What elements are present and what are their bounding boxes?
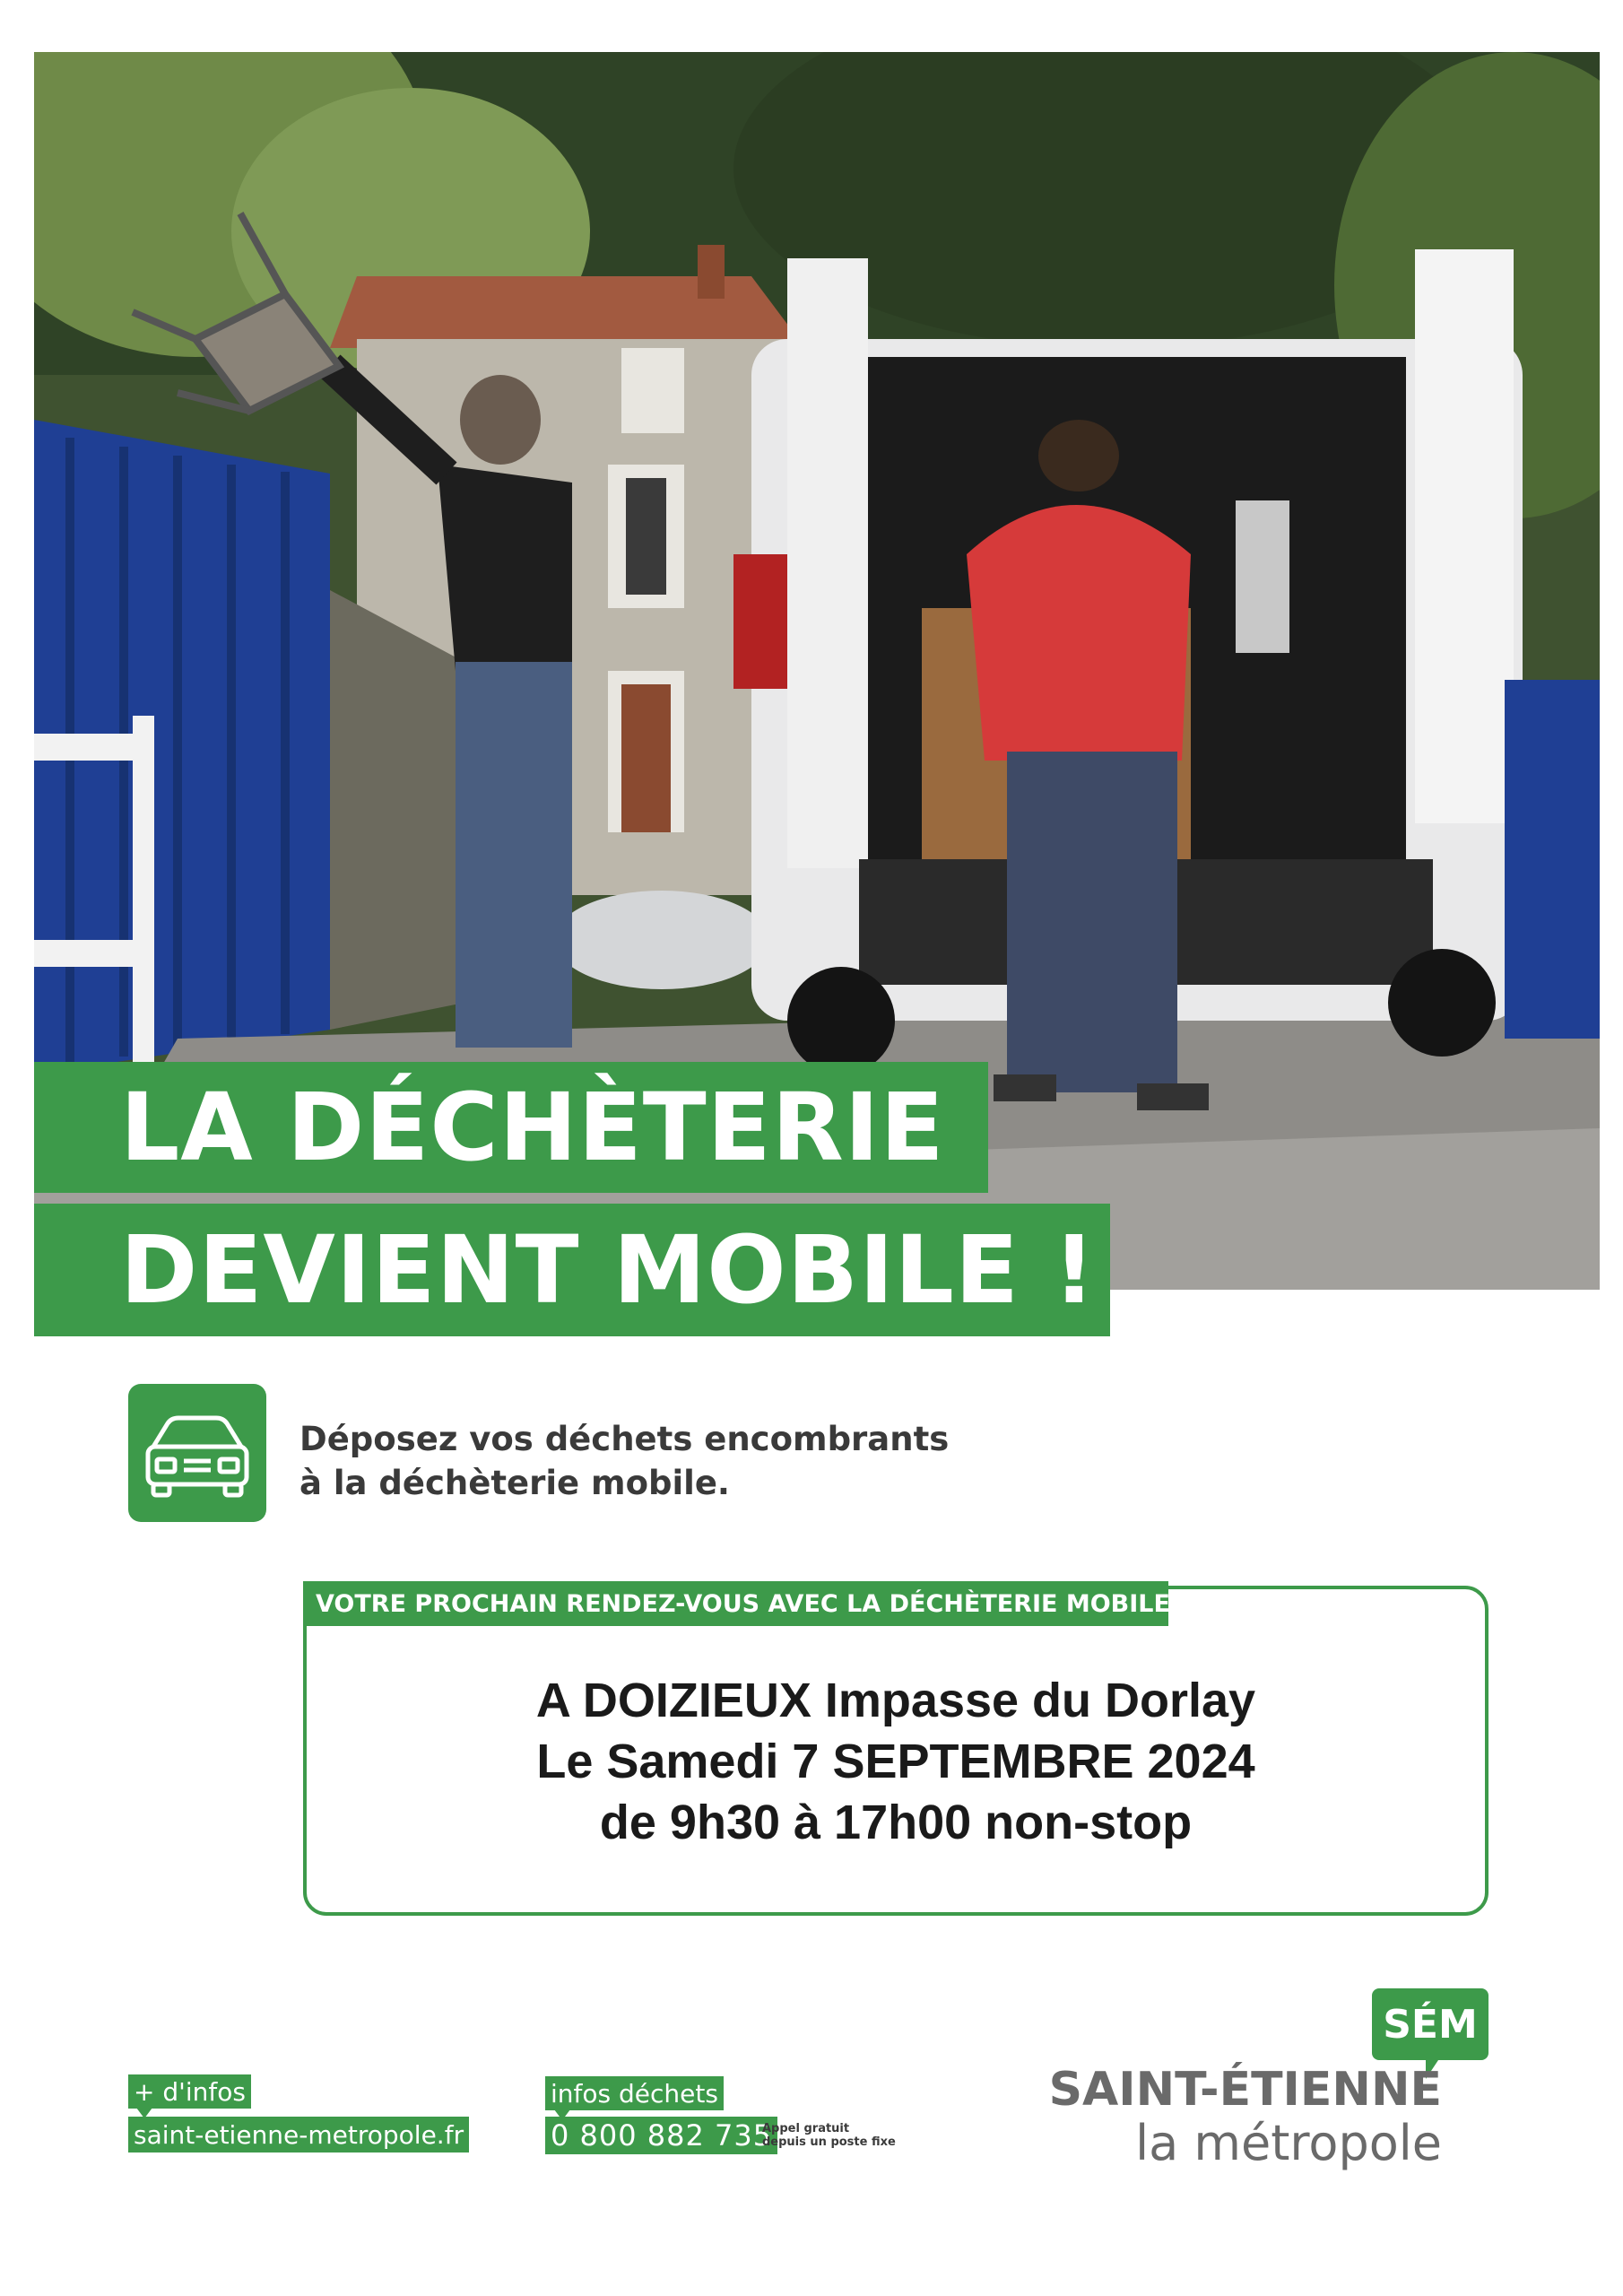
intro-line-2: à la déchèterie mobile.: [299, 1464, 730, 1502]
appointment-details: [303, 1670, 1488, 1853]
phone-number[interactable]: 0 800 882 735: [545, 2117, 777, 2154]
more-info-label: + d'infos: [128, 2074, 251, 2109]
phone-note-line-1: Appel gratuit: [762, 2122, 850, 2135]
logo-badge: SÉM: [1372, 1988, 1488, 2060]
intro-line-1: Déposez vos déchets encombrants: [299, 1420, 950, 1458]
waste-info-label: infos déchets: [545, 2076, 724, 2110]
logo-subtitle: la métropole: [1135, 2115, 1442, 2171]
title-line-2: DEVIENT MOBILE !: [34, 1204, 1110, 1336]
car-icon: [128, 1384, 266, 1522]
intro-text: [299, 1417, 1035, 1505]
logo-city: SAINT-ÉTIENNE: [1048, 2063, 1442, 2117]
website-link[interactable]: saint-etienne-metropole.fr: [128, 2117, 469, 2152]
phone-note: [762, 2122, 897, 2149]
phone-note-line-2: depuis un poste fixe: [762, 2135, 896, 2149]
appointment-hours: de 9h30 à 17h00 non-stop: [599, 1796, 1193, 1849]
title-line-1: LA DÉCHÈTERIE: [34, 1062, 988, 1193]
appointment-date: Le Samedi 7 SEPTEMBRE 2024: [536, 1735, 1255, 1788]
appointment-location: A DOIZIEUX Impasse du Dorlay: [535, 1674, 1256, 1727]
appointment-header: VOTRE PROCHAIN RENDEZ-VOUS AVEC LA DÉCHÈTERIE MOBILE :: [303, 1581, 1168, 1626]
